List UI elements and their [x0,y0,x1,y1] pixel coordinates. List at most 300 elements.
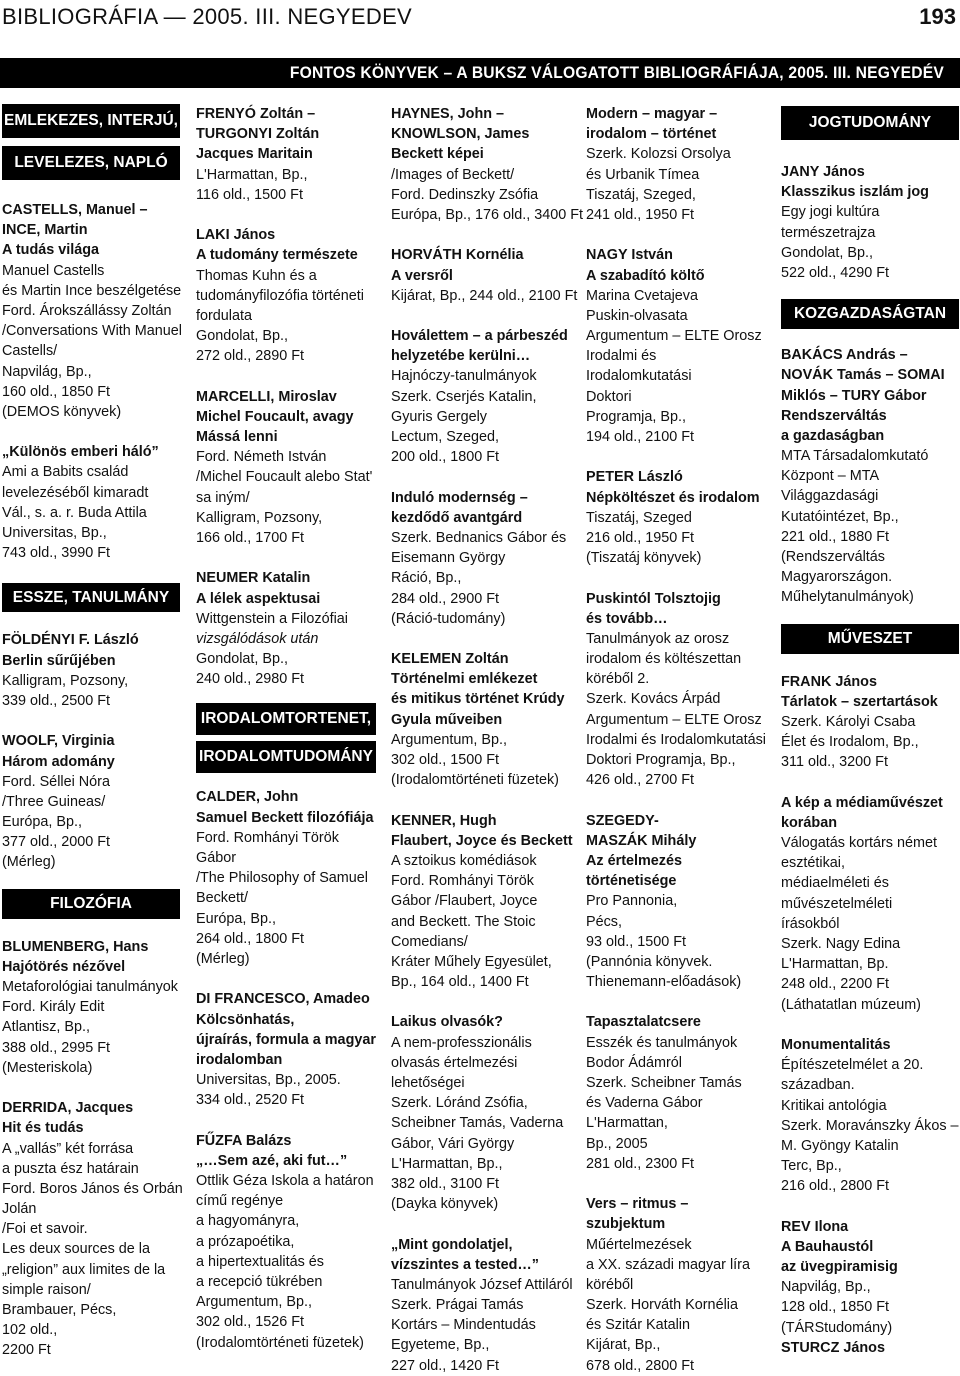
entry-line: (Irodalomtörténeti füzetek) [391,772,559,789]
entry-line: 302 old., 1526 Ft [196,1314,305,1331]
entry-line: (DEMOS könyvek) [2,403,122,420]
entry-title: Hit és tudás [2,1120,84,1137]
entry-line: köréből [586,1276,634,1293]
entry-line: /Conversations With Manuel [2,323,182,340]
entry-author: FRANK János [781,673,877,690]
entry-title: A kép a médiaművészet [781,794,943,811]
entry-line: Ford. Király Edit [2,999,105,1016]
entry-author: REV Ilona [781,1218,849,1235]
entry-line: A sztoikus komédiások [391,852,537,869]
entry-title: Három adomány [2,753,115,770]
entry-line: Kortárs – Mindentudás [391,1317,536,1334]
entry-line: köréből 2. [586,671,650,688]
entry-line: „religion” aux limites de la [2,1261,166,1278]
entry-indulo-modernseg [391,488,573,629]
entry-line: A nem-professzionális [391,1034,532,1051]
entry-line: Irodalmi és Irodalomkutatási [586,731,766,748]
entry-line: 216 old., 1950 Ft [586,529,695,546]
entry-line: (Mesteriskola) [2,1059,93,1076]
entry-line: Scheibner Tamás, Vaderna [391,1115,564,1132]
entry-author: TURGONYI Zoltán [196,126,320,143]
entry-line: vizsgálódások után [196,630,319,647]
entry-title: Beckett képei [391,146,484,163]
entry-title: Az értelmezés [586,852,682,869]
entry-line: Argumentum, Bp., [196,1294,312,1311]
entry-line: Szerk. Moravánszky Ákos – [781,1117,959,1134]
entry-title: Induló modernség – [391,489,528,506]
entry-line: Európa, Bp., 176 old., 3400 Ft [391,206,584,223]
entry-title: Laikus olvasók? [391,1014,503,1031]
entry-line: levelezéséből kimaradt [2,484,149,501]
section-heading-literary-history-1: IRODALOMTORTENET, [196,703,376,735]
entry-line: 388 old., 2995 Ft [2,1039,111,1056]
entry-author: HAYNES, John – [391,106,505,122]
entry-title: irodalom – történet [586,126,717,143]
entry-mint-gondolatjel [391,1235,573,1376]
entry-author: HORVÁTH Kornélia [391,247,524,264]
entry-line: Ford. Romhányi Török [391,873,534,890]
entry-line: Puskin-olvasata [586,307,688,324]
entry-line: Szerk. Cserjés Katalin, [391,388,537,405]
entry-line: (Rendszerváltás [781,549,885,565]
entry-line: Kijárat, Bp., 244 old., 2100 Ft [391,287,578,304]
entry-author: STURCZ János [781,1339,885,1356]
entry-title: A versről [391,267,453,284]
entry-haynes-knowlson [391,104,584,225]
entry-line: a prózapoétika, [196,1233,295,1250]
entry-line: and Beckett. The Stoic [391,913,536,930]
entry-line: és Martin Ince beszélgetése [2,282,182,299]
entry-line: Ráció, Bp., [391,570,462,587]
entry-line: /The Philosophy of Samuel [196,870,368,887]
entry-title: Mássá lenni [196,429,278,445]
entry-line: 311 old., 3200 Ft [781,754,888,771]
entry-line: Napvilág, Bp., [2,363,92,380]
entry-line: 194 old., 2100 Ft [586,429,695,445]
entry-horvath [391,245,578,306]
entry-line: 272 old., 2890 Ft [196,348,305,365]
entry-line: Ford. Romhányi Török [196,829,339,846]
entry-bakacs [781,345,959,607]
entry-line: Egy jogi kultúra [781,204,880,221]
entry-line: Thienemann-előadások) [586,974,742,991]
entry-line: a XX. századi magyar líra [586,1256,750,1273]
entry-title: kezdődő avantgárd [391,509,523,526]
entry-title: Klasszikus iszlám jog [781,184,929,201]
entry-line: 2200 Ft [2,1342,51,1359]
entry-calder [196,787,376,969]
entry-line: Manuel Castells [2,262,105,279]
entry-line: (Irodalomtörténeti füzetek) [196,1334,364,1351]
entry-modern-magyar [586,104,768,225]
entry-kenner [391,811,573,993]
entry-line: 264 old., 1800 Ft [196,930,305,947]
entry-title: Tapasztalatcsere [586,1014,701,1031]
entry-line: 128 old., 1850 Ft [781,1299,890,1316]
entry-author: DERRIDA, Jacques [2,1100,134,1117]
entry-line: Ford. Németh István [196,449,327,466]
entry-line: Doktori [586,388,632,405]
entry-line: Terc, Bp., [781,1158,842,1175]
entry-marcelli [196,387,376,549]
entry-line: médiaelméleti és [781,875,889,892]
entry-line: Doktori Programja, Bp., [586,752,736,768]
entry-line: Bodor Ádámról [586,1054,682,1071]
entry-author: NAGY István [586,247,673,264]
entry-title: Berlin sűrűjében [2,652,116,669]
entry-line: Ami a Babits család [2,464,129,481]
entry-title: A tudás világa [2,242,100,259]
entry-title: a gazdaságban [781,427,885,444]
entry-title: A Bauhaustól [781,1238,874,1255]
entry-title: szubjektum [586,1216,666,1233]
entry-line: című regénye [196,1193,284,1210]
entry-line: 284 old., 2900 Ft [391,590,500,607]
entry-line: Európa, Bp., [196,910,276,927]
entry-line: 339 old., 2500 Ft [2,692,111,709]
entry-title: Vers – ritmus – [586,1196,689,1213]
column-4 [586,104,768,1376]
entry-line: irodalom és költészettan [586,651,742,668]
running-title: BIBLIOGRÁFIA — 2005. III. NEGYEDEV [2,4,413,29]
entry-line: Gondolat, Bp., [196,328,289,345]
entry-line: Szerk. Bednanics Gábor és [391,529,567,546]
entry-title: Rendszerváltás [781,407,887,424]
entry-line: Irodalomkutatási [586,368,692,385]
entry-line: Gábor, Vári György [391,1135,515,1152]
entry-a-kep-a-mediamuveszet [781,793,959,1015]
section-heading-memoirs-1: EMLEKEZES, INTERJÚ, [2,104,180,138]
entry-line: Szerk. Prágai Tamás [391,1297,524,1314]
entry-line: /Michel Foucault alebo Stat' [196,469,373,486]
entry-line: 93 old., 1500 Ft [586,933,687,950]
entry-line: Magyarországon. [781,569,893,586]
entry-line: 426 old., 2700 Ft [586,772,695,789]
entry-author: CALDER, John [196,789,299,806]
entry-line: L'Harmattan, Bp., [196,166,308,183]
entry-line: Bp., 164 old., 1400 Ft [391,974,529,991]
entry-line: a hagyományra, [196,1213,300,1230]
entry-author: PETER László [586,469,683,486]
section-heading-economics: KOZGAZDASÁGTAN [781,299,959,329]
entry-line: Ford. Árokszállássy Zoltán [2,302,172,319]
entry-author: NOVÁK Tamás – SOMAI [781,367,945,384]
entry-line: Hajnóczy-tanulmányok [391,368,537,385]
entry-line: 221 old., 1880 Ft [781,528,890,545]
entry-title: A lélek aspektusai [196,590,321,607]
entry-line: Metaforológiai tanulmányok [2,979,178,995]
entry-title: történetisége [586,873,677,890]
entry-line: Ford. Dedinszky Zsófia [391,186,539,203]
entry-line: Szerk. Kolozsi Orsolya [586,146,731,163]
column-5 [781,104,959,1358]
entry-szegedy-maszak [586,811,768,993]
entry-line: Szerk. Scheibner Tamás [586,1075,742,1091]
section-heading-art: MŰVESZET [781,624,959,654]
entry-line: Ottlik Géza Iskola a határon [196,1173,374,1189]
entry-line: 102 old., [2,1322,58,1339]
entry-fuzfa [196,1131,376,1353]
entry-line: Universitas, Bp., [2,525,107,541]
entry-line: Brambauer, Pécs, [2,1302,117,1318]
entry-line: Kalligram, Pozsony, [196,509,323,526]
section-banner [0,58,960,88]
entry-title: Népköltészet és irodalom [586,489,760,506]
column-3 [391,104,584,1376]
entry-line: Argumentum – ELTE Orosz [586,328,762,345]
entry-line: MTA Társadalomkutató [781,448,929,465]
entry-line: Pécs, [586,913,622,930]
entry-frenyo-turgonyi [196,104,376,205]
entry-line: Esszék és tanulmányok [586,1034,738,1051]
entry-line: Tiszatáj, Szeged [586,509,692,526]
entry-author: INCE, Martin [2,222,88,239]
entry-title: irodalomban [196,1051,283,1068]
entry-line: Marina Cvetajeva [586,287,698,304]
entry-line: Pro Pannonia, [586,893,678,910]
entry-author: DI FRANCESCO, Amadeo [196,991,370,1008]
entry-line: a recepció tükrében [196,1273,323,1290]
entry-title: Történelmi emlékezet [391,671,538,688]
entry-title: „Mint gondolatjel, [391,1236,513,1253]
entry-line: Világgazdasági [781,488,879,505]
entry-line: (Dayka könyvek) [391,1196,499,1213]
entry-line: Szerk. Lóránd Zsófia, [391,1095,528,1112]
entry-line: és Vaderna Gábor [586,1095,703,1112]
entry-line: Argumentum, Bp., [391,731,507,748]
entry-laki [196,225,376,366]
entry-author: FŰZFA Balázs [196,1132,292,1149]
entry-title: A tudomány természete [196,247,358,264]
entry-line: Eisemann György [391,550,506,567]
entry-line: Kalligram, Pozsony, [2,672,129,689]
banner-title: FONTOS KÖNYVEK – A BUKSZ VÁLOGATOTT BIBLIOGRÁFIÁJA, 2005. III. NEGYEDÉV [289,63,944,82]
section-heading-essay: ESSZE, TANULMÁNY [2,583,180,612]
entry-line: tudományfilozófia történeti [196,287,364,304]
entry-line: Bp., 2005 [586,1135,648,1152]
entry-line: 377 old., 2000 Ft [2,834,111,851]
entry-laikus-olvasok [391,1012,573,1214]
entry-author: FRENYÓ Zoltán – [196,106,316,122]
entry-line: (TÁRStudomány) [781,1319,893,1336]
entry-line: 166 old., 1700 Ft [196,529,305,546]
entry-title: Modern – magyar – [586,106,718,122]
entry-line: Tanulmányok az orosz [586,630,730,647]
entry-line: 200 old., 1800 Ft [391,449,500,466]
entry-peter-laszlo [586,467,768,568]
entry-vers-ritmus [586,1194,768,1376]
entry-line: Argumentum – ELTE Orosz [586,711,762,728]
entry-line: L'Harmattan, [586,1115,668,1132]
entry-jany [781,162,959,283]
entry-title: A szabadító költő [586,267,705,284]
entry-line: 216 old., 2800 Ft [781,1178,890,1195]
entry-line: írásokból [781,915,840,932]
entry-line: lehetőségei [391,1075,465,1091]
entry-author: Miklós – TURY Gábor [781,387,927,404]
entry-line: 281 old., 2300 Ft [586,1155,695,1172]
entry-line: 678 old., 2800 Ft [586,1357,695,1374]
entry-author: NEUMER Katalin [196,570,311,587]
entry-kelemen [391,649,573,790]
entry-line: Beckett/ [196,890,248,907]
entry-line: (Mérleg) [196,950,250,967]
entry-puskintol-tolsztojig [586,589,768,791]
entry-line: Comedians/ [391,933,468,950]
entry-title: Flaubert, Joyce és Beckett [391,832,573,849]
entry-castells [2,200,180,422]
entry-title: Puskintól Tolsztojig [586,590,721,607]
entry-line: Építészetelmélet a 20. [781,1057,924,1074]
entry-line: Castells/ [2,343,58,360]
entry-line: Gondolat, Bp., [781,244,874,261]
entry-line: művészetelméleti [781,895,893,912]
entry-line: Vál., s. a. r. Buda Attila [2,504,147,521]
column-2 [196,104,376,1353]
entry-nagy-istvan [586,245,768,447]
entry-title: Kölcsönhatás, [196,1011,295,1028]
entry-title: „Különös emberi háló” [2,444,159,461]
entry-title: az üvegpiramisig [781,1259,898,1275]
entry-line: és Urbanik Tímea [586,166,700,183]
entry-line: 382 old., 3100 Ft [391,1175,500,1192]
entry-derrida [2,1098,183,1360]
entry-line: Irodalmi és [586,348,657,365]
entry-frank [781,672,959,773]
section-heading-literary-history-2: IRODALOMTUDOMÁNY [196,741,376,773]
entry-line: simple raison/ [2,1281,91,1298]
entry-line: Gondolat, Bp., [196,651,289,668]
entry-foldenyi [2,630,180,711]
entry-author: KENNER, Hugh [391,812,497,829]
entry-line: Tanulmányok József Attiláról [391,1276,573,1293]
entry-line: (Pannónia könyvek. [586,953,713,970]
entry-title: Hajótörés nézővel [2,958,126,975]
entry-line: a hipertextualitás és [196,1253,324,1270]
entry-line: L'Harmattan, Bp. [781,956,889,973]
entry-line: Központ – MTA [781,468,880,485]
entry-line: 240 old., 2980 Ft [196,671,305,688]
section-heading-law: JOGTUDOMÁNY [781,106,959,140]
entry-line: (Láthatatlan múzeum) [781,996,921,1013]
entry-line: /Three Guineas/ [2,793,106,810]
entry-title: vízszintes a tested…” [391,1256,539,1273]
entry-line: /Foi et savoir. [2,1221,88,1238]
entry-line: Tiszatáj, Szeged, [586,186,696,203]
entry-line: 334 old., 2520 Ft [196,1092,305,1109]
entry-author: WOOLF, Virginia [2,733,115,750]
entry-line: Kráter Műhely Egyesület, [391,953,552,970]
entry-hovalettem [391,326,573,467]
entry-author: LAKI János [196,227,276,244]
entry-line: Műhelytanulmányok) [781,589,914,606]
entry-line: 116 old., 1500 Ft [196,186,303,203]
entry-line: Kritikai antológia [781,1097,887,1114]
entry-title: és tovább… [586,610,668,627]
entry-line: sa iným/ [196,489,250,506]
entry-line: /Images of Beckett/ [391,166,515,183]
entry-line: Élet és Irodalom, Bp., [781,734,919,751]
entry-line: században. [781,1077,855,1094]
entry-line: 522 old., 4290 Ft [781,264,890,281]
entry-neumer [196,568,376,689]
entry-line: Szerk. Nagy Edina [781,936,901,952]
entry-line: olvasás értelmezési [391,1054,518,1071]
entry-author: JANY János [781,164,865,180]
entry-line: Thomas Kuhn és a [196,267,317,284]
entry-line: Válogatás kortárs német [781,835,937,852]
entry-line: Les deux sources de la [2,1241,150,1258]
entry-kulonos-emberi-halo [2,442,180,563]
entry-line: a puszta ész határain [2,1160,139,1177]
page-number: 193 [919,4,956,29]
entry-title: Monumentalitás [781,1036,891,1053]
entry-line: Európa, Bp., [2,814,82,831]
entry-line: és Szitár Katalin [586,1317,690,1334]
entry-woolf [2,731,180,872]
entry-line: Gyuris Gergely [391,408,487,425]
entry-title: helyzetébe kerülni… [391,348,531,365]
entry-author: MARCELLI, Miroslav [196,388,337,405]
entry-line: Atlantisz, Bp., [2,1019,90,1036]
entry-di-francesco [196,989,376,1110]
entry-author: SZEGEDY- [586,812,659,829]
entry-line: 241 old., 1950 Ft [586,206,695,223]
entry-line: Gábor /Flaubert, Joyce [391,893,538,910]
entry-line: Wittgenstein a Filozófiai [196,610,348,627]
entry-line: 302 old., 1500 Ft [391,752,500,768]
entry-line: Gábor [196,850,236,866]
entry-line: 743 old., 3990 Ft [2,545,111,562]
entry-tapasztalatcsere [586,1012,768,1174]
entry-line: (Tiszatáj könyvek) [586,550,702,567]
entry-line: L'Harmattan, Bp., [391,1155,503,1172]
entry-line: Szerk. Károlyi Csaba [781,713,916,730]
entry-line: Napvilág, Bp., [781,1279,871,1296]
entry-line: Jolán [2,1201,37,1218]
entry-line: esztétikai, [781,855,845,872]
entry-title: Michel Foucault, avagy [196,408,354,425]
entry-title: Jacques Maritain [196,146,313,163]
entry-title: újraírás, formula a magyar [196,1031,376,1048]
column-1 [2,104,183,1361]
entry-title: Tárlatok – szertartások [781,693,938,710]
section-heading-philosophy: FILOZÓFIA [2,889,180,919]
entry-author: BLUMENBERG, Hans [2,938,149,955]
page-header [0,0,960,36]
entry-author: KNOWLSON, James [391,126,530,143]
entry-line: 227 old., 1420 Ft [391,1357,500,1374]
entry-title: Samuel Beckett filozófiája [196,809,374,826]
entry-monumentalitas [781,1035,959,1197]
section-heading-memoirs-2: LEVELEZES, NAPLÓ [2,146,180,180]
entry-line: természetrajza [781,224,876,241]
entry-author: KELEMEN Zoltán [391,651,509,668]
entry-line: (Ráció-tudomány) [391,610,506,627]
entry-line: Kutatóintézet, Bp., [781,508,899,525]
entry-line: Ford. Séllei Nóra [2,773,110,790]
entry-line: M. Gyöngy Katalin [781,1137,899,1154]
entry-rev-ilona [781,1217,959,1358]
entry-line: fordulata [196,307,253,324]
entry-line: 160 old., 1850 Ft [2,383,111,400]
entry-line: Programja, Bp., [586,408,686,425]
entry-line: Szerk. Horváth Kornélia [586,1297,738,1314]
entry-author: CASTELLS, Manuel – [2,202,148,218]
entry-author: MASZÁK Mihály [586,832,697,849]
entry-title: és mitikus történet Krúdy [391,691,565,708]
entry-line: Universitas, Bp., 2005. [196,1072,341,1089]
